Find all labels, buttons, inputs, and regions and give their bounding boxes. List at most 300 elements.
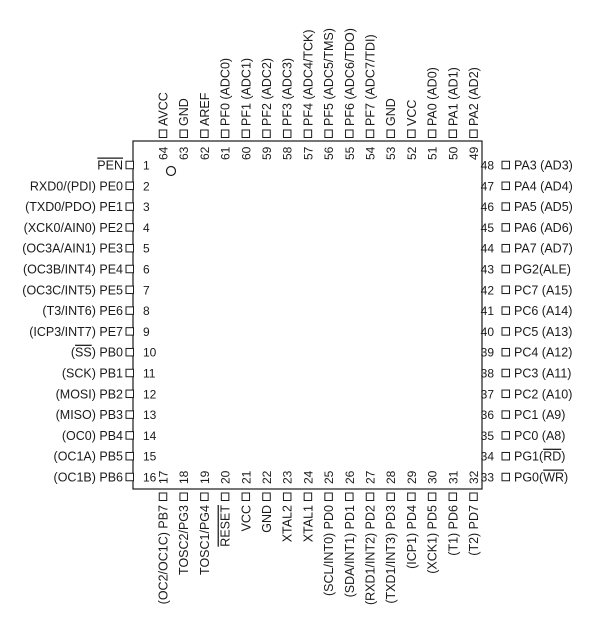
pin-name [514, 346, 572, 360]
pin-4 [24, 221, 150, 235]
pin-name [23, 263, 123, 277]
pin-name [514, 408, 565, 422]
pin-label-part: VCC [404, 99, 419, 126]
pin-56 [322, 28, 336, 160]
pin-number: 42 [480, 283, 494, 298]
pin-number: 37 [480, 387, 494, 402]
pin-41 [481, 304, 573, 318]
pin-pad [502, 452, 510, 460]
pin-name [514, 367, 571, 381]
pin-name [281, 58, 295, 126]
pin-21 [239, 470, 253, 531]
pin-label-part: PF7 (ADC7/TDI) [363, 34, 378, 126]
pin-pad [201, 493, 209, 501]
pin-number: 50 [446, 146, 461, 160]
pin-name [514, 159, 573, 173]
pin-number: 6 [143, 262, 150, 277]
pin-number: 3 [143, 200, 150, 215]
pin-44 [481, 242, 573, 256]
pin-label-part: PA4 (AD4) [514, 179, 573, 194]
pin-name [514, 387, 572, 401]
pin-name [301, 29, 315, 126]
pin-pad [221, 493, 229, 501]
pin-9 [29, 325, 150, 339]
pin-number: 10 [143, 345, 157, 360]
pin-pad [263, 493, 271, 501]
pin-name [157, 505, 171, 604]
pin-label-part: (OC3A/AIN1) PE3 [22, 241, 123, 256]
pin-label-part: AVCC [156, 92, 171, 126]
pin-label-part: TOSC1/PG4 [197, 505, 212, 575]
pin-number: 23 [280, 470, 295, 484]
pin-label-part: PA3 (AD3) [514, 158, 573, 173]
pin-label-part: VCC [239, 505, 254, 532]
pin-name [239, 58, 253, 126]
pin-label-part: ) [561, 449, 566, 464]
pin-number: 12 [143, 387, 157, 402]
pin-label-part: GND [177, 98, 192, 126]
pin-number: 7 [143, 283, 150, 298]
pin-22 [260, 470, 274, 532]
pin-label-part: (SDA/INT1) PD1 [342, 505, 357, 598]
pin-name [56, 408, 123, 422]
pin-pad [502, 411, 510, 419]
right-pin-row [481, 159, 573, 485]
pin-pad [502, 390, 510, 398]
pin-34 [481, 450, 566, 464]
pin-name [301, 505, 315, 542]
pin-label-part: (OC0) PB4 [61, 428, 123, 443]
pin1-marker [167, 167, 176, 176]
pin-name [514, 450, 565, 464]
pin-name [426, 67, 440, 126]
pin-number: 47 [480, 179, 494, 194]
pin-number: 53 [384, 146, 399, 160]
pin-name [22, 242, 123, 256]
pin-name [56, 387, 123, 401]
pin-name [514, 179, 573, 193]
pin-label-part: XTAL2 [280, 505, 295, 543]
pin-name [30, 179, 123, 193]
pin-label-part: PC3 (A11) [514, 366, 572, 381]
pin-number: 13 [143, 408, 157, 423]
pin-name [177, 505, 191, 575]
pin-pad [470, 493, 478, 501]
pin-name [514, 242, 573, 256]
pin-number: 28 [384, 470, 399, 484]
pin-name [29, 325, 123, 339]
pin-number: 25 [322, 470, 337, 484]
pin-pad [242, 130, 250, 138]
pin-pad [346, 493, 354, 501]
pin-number: 4 [143, 220, 150, 235]
pin-pad [502, 432, 510, 440]
pin-2 [30, 179, 150, 193]
pin-14 [62, 429, 157, 443]
pin-64 [157, 92, 171, 160]
pin-label-part: PF2 (ADC2) [260, 57, 274, 126]
pin-number: 38 [480, 366, 494, 381]
pin-name [514, 471, 568, 485]
pin-pad [126, 203, 134, 211]
pin-label-part: RXD0/(PDI) PE0 [29, 179, 123, 194]
pin-pad [126, 473, 134, 481]
pin-pad [502, 286, 510, 294]
pin-name [260, 58, 274, 126]
pin-name [467, 67, 481, 126]
pin-name [514, 304, 572, 318]
pin-pad [449, 130, 457, 138]
chip-body [133, 141, 482, 489]
pin-pad [366, 130, 374, 138]
pin-name [157, 92, 171, 126]
pin-pad [408, 130, 416, 138]
pin-label-overlined: SS [75, 345, 92, 360]
pin-pad [283, 493, 291, 501]
pin-label-overlined: RD [543, 449, 562, 464]
pin-number: 49 [467, 146, 481, 160]
pin-pad [470, 130, 478, 138]
pin-name [514, 283, 572, 297]
pin-name [446, 67, 460, 126]
pin-label-part: XTAL1 [301, 505, 316, 543]
pin-label-part: (OC1A) PB5 [53, 449, 123, 464]
pin-label-part: AREF [197, 92, 212, 126]
pin-name [97, 159, 123, 173]
pin-number: 60 [239, 146, 254, 160]
pin-name [71, 346, 123, 360]
pin-name [514, 221, 573, 235]
pin-label-part: GND [260, 505, 274, 533]
pin-number: 56 [322, 146, 337, 160]
pin-number: 20 [218, 470, 233, 484]
pin-label-part: (XCK0/AIN0) PE2 [23, 220, 123, 235]
pin-46 [481, 200, 573, 214]
pin-pad [502, 265, 510, 273]
pin-20 [219, 470, 233, 546]
pin-pad [449, 493, 457, 501]
pin-pad [180, 493, 188, 501]
pin-label-part: PC0 (A8) [514, 428, 566, 443]
pin-label-part: (XCK1) PD5 [425, 505, 440, 574]
pin-pad [126, 328, 134, 336]
pin-number: 61 [218, 146, 233, 160]
pin-23 [281, 470, 295, 542]
pin-label-part: PA5 (AD5) [514, 200, 573, 215]
pin-47 [481, 179, 573, 193]
pin-pad [502, 307, 510, 315]
pin-31 [446, 470, 460, 555]
pin-label-part: PC7 (A15) [514, 283, 573, 298]
pin-number: 19 [197, 470, 212, 484]
pin-label-part: (ICP1) PD4 [404, 505, 419, 569]
pin-name [343, 505, 357, 597]
pin-label-part: (T1) PD6 [446, 505, 461, 556]
pin-name [514, 263, 571, 277]
pin-pad [126, 161, 134, 169]
pin-label-overlined: WR [543, 470, 565, 485]
pin-label-overlined: RESET [218, 505, 233, 547]
pin-name [343, 28, 357, 126]
pin-name [322, 505, 336, 596]
pin-name [514, 200, 573, 214]
pin-label-part: PA2 (AD2) [467, 67, 481, 126]
pin-number: 52 [404, 146, 419, 160]
pin-pad [346, 130, 354, 138]
pin-number: 40 [480, 324, 494, 339]
pin-39 [481, 346, 573, 360]
pin-pad [126, 452, 134, 460]
pin-label-part: PC6 (A14) [514, 304, 573, 319]
pin-pad [502, 473, 510, 481]
pin-name [42, 304, 123, 318]
pin-10 [71, 346, 157, 360]
pin-pad [502, 182, 510, 190]
pin-name [405, 100, 419, 126]
pin-name [219, 58, 233, 126]
pin-45 [481, 221, 573, 235]
pin-pad [126, 390, 134, 398]
pin-name [54, 471, 124, 485]
pin-pad [159, 130, 167, 138]
pin-name [364, 34, 378, 126]
pin-label-part: (T3/INT6) PE6 [42, 304, 123, 319]
pin-label-part: PC2 (A10) [514, 387, 573, 402]
pin-name [384, 505, 398, 604]
pin-label-part: PG1( [514, 449, 544, 464]
pin-label-part: PF3 (ADC3) [280, 57, 295, 126]
pin-pad [387, 130, 395, 138]
pin-number: 24 [301, 470, 316, 484]
pin-number: 21 [239, 470, 254, 484]
pin-pad [502, 203, 510, 211]
pin-number: 34 [480, 449, 494, 464]
pin-name [260, 505, 274, 533]
pin-name [426, 505, 440, 574]
pin-name [467, 505, 481, 556]
pin-name [24, 221, 123, 235]
pin-pad [502, 161, 510, 169]
pin-label-part: GND [384, 98, 399, 126]
pin-pad [428, 130, 436, 138]
pin-name [405, 505, 419, 569]
pin-label-part: TOSC2/PG3 [177, 505, 192, 575]
pin-pad [325, 493, 333, 501]
pin-pad [408, 493, 416, 501]
pin-number: 5 [143, 241, 150, 256]
pin-5 [22, 242, 150, 256]
pin-35 [481, 429, 566, 443]
pin-pad [428, 493, 436, 501]
pin-number: 16 [143, 470, 157, 485]
pin-number: 22 [260, 470, 274, 484]
pin-52 [405, 100, 419, 160]
pin-label-part: PC4 (A12) [514, 345, 573, 360]
pin-63 [177, 98, 191, 160]
pin-label-part: (OC1B) PB6 [53, 470, 123, 485]
pin-pad [263, 130, 271, 138]
pin-name [62, 367, 123, 381]
pin-name [322, 28, 336, 126]
pin-27 [364, 470, 378, 605]
pin-24 [301, 470, 315, 542]
pin-55 [343, 28, 357, 160]
pin-name [198, 505, 212, 575]
pin-label-part: (OC3B/INT4) PE4 [22, 262, 123, 277]
pin-33 [481, 471, 569, 485]
pin-pad [126, 224, 134, 232]
pin-label-part: PA7 (AD7) [514, 241, 573, 256]
pin-pad [126, 286, 134, 294]
pin-pad [221, 130, 229, 138]
pin-label-part: (TXD1/INT3) PD3 [384, 505, 399, 604]
pin-name [514, 429, 565, 443]
pin-label-part: PA1 (AD1) [446, 67, 461, 126]
pin-label-part: PA0 (AD0) [425, 67, 440, 126]
pin-pad [201, 130, 209, 138]
pin-name [239, 505, 253, 531]
pin-pad [325, 130, 333, 138]
pin-label-part: ) [564, 470, 569, 485]
pin-label-part: PF4 (ADC4/TCK) [301, 29, 316, 126]
pin-name [198, 92, 212, 126]
pin-number: 48 [480, 158, 494, 173]
pin-pad [126, 244, 134, 252]
pin-pad [126, 369, 134, 377]
pin-43 [481, 263, 571, 277]
pin-number: 57 [301, 146, 316, 160]
pin-label-part: (SCL/INT0) PD0 [322, 505, 337, 596]
pin-number: 43 [480, 262, 494, 277]
pin-pad [283, 130, 291, 138]
pin-label-part: PC5 (A13) [514, 324, 573, 339]
pin-name [54, 450, 124, 464]
pin-pad [180, 130, 188, 138]
pin-40 [481, 325, 573, 339]
pin-number: 63 [177, 146, 192, 160]
pin-pad [502, 328, 510, 336]
pin-label-part: PG2(ALE) [514, 262, 571, 277]
pin-number: 58 [280, 146, 295, 160]
pin-38 [481, 367, 572, 381]
pin-number: 31 [446, 470, 461, 484]
pin-label-part: PA6 (AD6) [514, 220, 573, 235]
pin-label-part: (OC3C/INT5) PE5 [22, 283, 123, 298]
pin-number: 9 [143, 324, 150, 339]
pin-number: 59 [260, 146, 274, 160]
pin-number: 44 [480, 241, 494, 256]
pin-number: 33 [480, 470, 494, 485]
pin-number: 18 [177, 470, 192, 484]
pin-label-part: (MISO) PB3 [55, 408, 123, 423]
pin-pad [126, 307, 134, 315]
pin-pad [366, 493, 374, 501]
pin-name [219, 505, 233, 547]
pin-number: 46 [480, 200, 494, 215]
pin-label-part: (TXD0/PDO) PE1 [25, 200, 123, 215]
pin-1 [97, 159, 150, 173]
pin-32 [467, 470, 481, 555]
pin-name [514, 325, 572, 339]
pin-number: 29 [404, 470, 419, 484]
pin-number: 55 [342, 146, 357, 160]
pin-label-part: (SCK) PB1 [61, 366, 123, 381]
pin-label-overlined: PEN [97, 158, 123, 173]
pin-62 [198, 92, 212, 160]
pin-label-part: PC1 (A9) [514, 408, 566, 423]
pin-label-part: PF0 (ADC0) [218, 57, 233, 126]
pin-pad [126, 265, 134, 273]
bottom-pin-row [157, 470, 482, 605]
pin-label-part: (MOSI) PB2 [55, 387, 123, 402]
pin-pad [304, 130, 312, 138]
pin-name [281, 505, 295, 542]
pin-pad [502, 348, 510, 356]
pin-label-part: (RXD1/INT2) PD2 [363, 505, 378, 606]
pin-label-part: (ICP3/INT7) PE7 [29, 324, 123, 339]
pin-number: 36 [480, 408, 494, 423]
pin-label-part: (OC2/OC1C) PB7 [156, 505, 171, 605]
pin-number: 41 [480, 304, 494, 319]
pin-number: 39 [480, 345, 494, 360]
pin-37 [481, 387, 573, 401]
pin-pad [502, 244, 510, 252]
pin-pad [304, 493, 312, 501]
pin-label-part: PF1 (ADC1) [239, 57, 254, 126]
pin-number: 45 [480, 220, 494, 235]
pin-label-part: ) PB0 [91, 345, 123, 360]
pin-number: 14 [143, 428, 157, 443]
pin-number: 27 [363, 470, 378, 484]
pin-name [364, 505, 378, 605]
pin-number: 8 [143, 304, 150, 319]
pin-number: 62 [197, 146, 212, 160]
pin-number: 17 [156, 470, 171, 484]
pin-number: 11 [143, 366, 156, 381]
pin-number: 30 [425, 470, 440, 484]
pin-6 [23, 263, 150, 277]
pin-name [62, 429, 123, 443]
pin-pad [502, 224, 510, 232]
pin-label-part: ( [70, 345, 76, 360]
pin-pad [126, 411, 134, 419]
pin-number: 26 [342, 470, 357, 484]
pin-pad [387, 493, 395, 501]
pin-name [446, 505, 460, 556]
pin-label-part: (T2) PD7 [467, 505, 481, 556]
pin-name [25, 200, 123, 214]
pin-number: 51 [425, 146, 440, 160]
pin-pad [159, 493, 167, 501]
pin-number: 54 [363, 146, 378, 160]
pin-28 [384, 470, 398, 603]
top-pin-row [157, 28, 482, 160]
pin-7 [22, 283, 150, 297]
pin-number: 2 [143, 179, 150, 194]
pin-number: 15 [143, 449, 157, 464]
pin-pad [126, 348, 134, 356]
pin-label-part: PG0( [514, 470, 544, 485]
pin-pad [126, 432, 134, 440]
pin-name [384, 98, 398, 126]
pin-number: 1 [143, 158, 150, 173]
pin-36 [481, 408, 566, 422]
pin-3 [25, 200, 150, 214]
pin-label-part: PF5 (ADC5/TMS) [322, 28, 337, 126]
pin-pad [126, 182, 134, 190]
pin-53 [384, 98, 398, 160]
pin-48 [481, 159, 573, 173]
